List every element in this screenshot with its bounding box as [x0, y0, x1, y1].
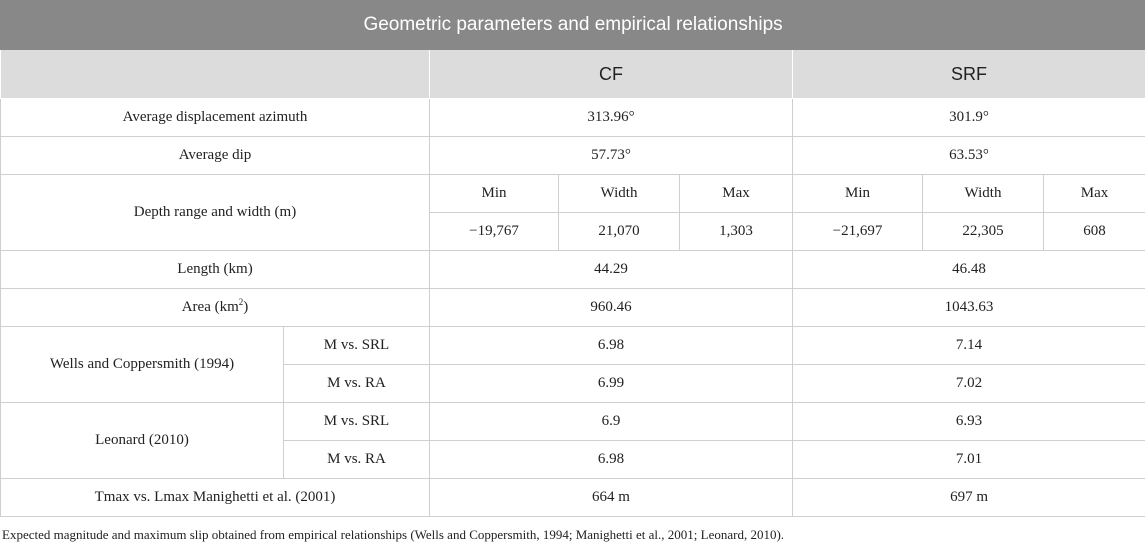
header-cf: CF	[430, 50, 793, 99]
header-row	[1, 50, 1145, 99]
table-row	[1, 99, 1145, 137]
header-blank	[1, 50, 430, 99]
sub-header-width: Width	[923, 175, 1044, 213]
row-label: Depth range and width (m)	[1, 175, 430, 251]
table-title: Geometric parameters and empirical relationships	[1, 1, 1145, 50]
cf-value: 57.73°	[430, 137, 793, 175]
srf-max: 608	[1044, 213, 1145, 251]
cf-value: 6.9	[430, 403, 793, 441]
relation-label: M vs. RA	[284, 365, 430, 403]
cf-value: 313.96°	[430, 99, 793, 137]
srf-value: 1043.63	[793, 289, 1145, 327]
group-label: Wells and Coppersmith (1994)	[1, 327, 284, 403]
sub-header-min: Min	[793, 175, 923, 213]
srf-value: 46.48	[793, 251, 1145, 289]
relation-label: M vs. SRL	[284, 403, 430, 441]
srf-min: −21,697	[793, 213, 923, 251]
srf-width: 22,305	[923, 213, 1044, 251]
sub-header-max: Max	[680, 175, 793, 213]
sub-header-min: Min	[430, 175, 559, 213]
table-row	[1, 403, 1145, 441]
title-row	[1, 1, 1145, 50]
row-label: Length (km)	[1, 251, 430, 289]
srf-value: 63.53°	[793, 137, 1145, 175]
area-label-superscript: 2	[238, 297, 244, 307]
srf-value: 6.93	[793, 403, 1145, 441]
sub-header-max: Max	[1044, 175, 1145, 213]
cf-value: 6.98	[430, 327, 793, 365]
area-label-end: )	[243, 299, 249, 315]
table-row	[1, 289, 1145, 327]
relation-label: M vs. SRL	[284, 327, 430, 365]
cf-value: 664 m	[430, 479, 793, 517]
row-label	[1, 289, 430, 327]
srf-value: 7.02	[793, 365, 1145, 403]
table-row	[1, 251, 1145, 289]
cf-min: −19,767	[430, 213, 559, 251]
group-label: Leonard (2010)	[1, 403, 284, 479]
table-row	[1, 137, 1145, 175]
srf-value: 697 m	[793, 479, 1145, 517]
cf-width: 21,070	[559, 213, 680, 251]
srf-value: 7.01	[793, 441, 1145, 479]
row-label: Average displacement azimuth	[1, 99, 430, 137]
row-label: Tmax vs. Lmax Manighetti et al. (2001)	[1, 479, 430, 517]
table-row	[1, 479, 1145, 517]
relation-label: M vs. RA	[284, 441, 430, 479]
table-row	[1, 175, 1145, 213]
cf-value: 6.99	[430, 365, 793, 403]
cf-value: 44.29	[430, 251, 793, 289]
header-srf: SRF	[793, 50, 1145, 99]
srf-value: 7.14	[793, 327, 1145, 365]
srf-value: 301.9°	[793, 99, 1145, 137]
cf-max: 1,303	[680, 213, 793, 251]
row-label: Average dip	[1, 137, 430, 175]
cf-value: 6.98	[430, 441, 793, 479]
table-row	[1, 327, 1145, 365]
sub-header-width: Width	[559, 175, 680, 213]
table-footnote: Expected magnitude and maximum slip obtained from empirical relationships (Wells and Coppersmith, 1994; Manighetti et al., 2001; Leonard, 2010).	[2, 527, 785, 542]
area-label: Area (km	[181, 299, 239, 315]
cf-value: 960.46	[430, 289, 793, 327]
